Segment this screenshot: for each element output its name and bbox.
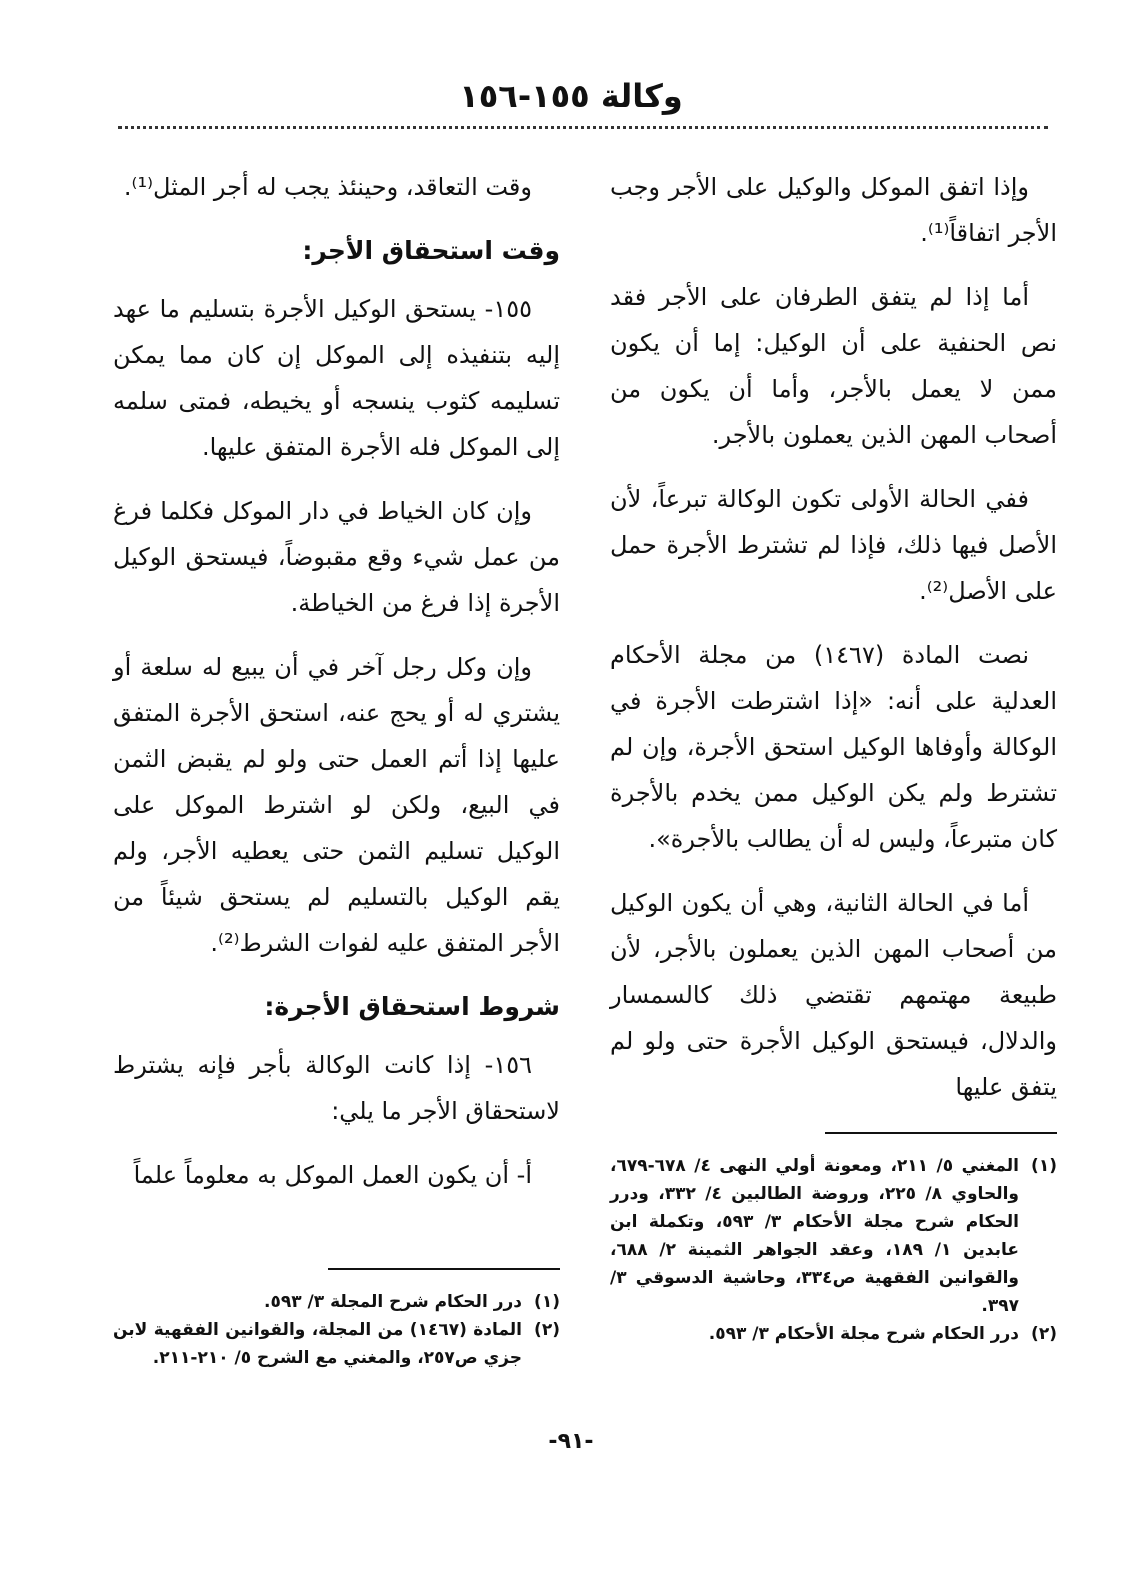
paragraph: أما إذا لم يتفق الطرفان على الأجر فقد نص الحنفية على أن الوكيل: إما أن يكون ممن لا يعمل بالأجر، وأما أن يكون من أصحاب المهن الذين يعملون بالأجر. (610, 283, 1057, 449)
footnote-number: (٢) (534, 1320, 560, 1340)
right-footnotes (610, 1132, 1057, 1348)
header-dotted-divider (118, 126, 1048, 129)
page-header-title: وكالة ١٥٥-١٥٦ (459, 77, 683, 115)
footnote-text: المادة (١٤٦٧) من المجلة، والقوانين الفقهية لابن جزي ص٢٥٧، والمغني مع الشرح ٥/ ٢١٠-٢١١. (113, 1320, 522, 1368)
footnote-divider (825, 1132, 1057, 1134)
right-column (610, 164, 1057, 1128)
paragraph: نصت المادة (١٤٦٧) من مجلة الأحكام العدلية على أنه: «إذا اشترطت الأجرة في الوكالة وأوفاها الوكيل استحق الأجرة، وإن لم تشترط ولم يكن الوكيل ممن يخدم بالأجرة كان متبرعاً، وليس له أن يطالب بالأجرة». (610, 641, 1057, 853)
footnote (610, 1320, 1057, 1348)
footnote (113, 1316, 560, 1372)
paragraph: ١٥٥- يستحق الوكيل الأجرة بتسليم ما عهد إليه بتنفيذه إلى الموكل إن كان مما يمكن تسليمه كثوب ينسجه أو يخيطه، فمتى سلمه إلى الموكل فله الأجرة المتفق عليها. (113, 295, 560, 461)
section-heading: شروط استحقاق الأجرة: (264, 992, 560, 1021)
footnote (610, 1152, 1057, 1320)
section-heading: وقت استحقاق الأجر: (302, 236, 560, 265)
footnote-number: (١) (534, 1292, 560, 1312)
footnote-divider (328, 1268, 560, 1270)
paragraph: أما في الحالة الثانية، وهي أن يكون الوكيل من أصحاب المهن الذين يعملون بالأجر، لأن طبيعة مهتمهم تقتضي ذلك كالسمسار والدلال، فيستحق الوكيل الأجرة حتى ولو لم يتفق عليها (610, 889, 1057, 1101)
footnote-text: درر الحكام شرح مجلة الأحكام ٣/ ٥٩٣. (708, 1324, 1019, 1344)
paragraph: وإن وكل رجل آخر في أن يبيع له سلعة أو يشتري له أو يحج عنه، استحق الأجرة المتفق عليها إذا أتم العمل حتى ولو لم يقبض الثمن في البيع، ولكن لو اشترط الموكل على الوكيل تسليم الثمن حتى يعطيه الأجر، ولم يقم الوكيل بالتسليم لم يستحق شيئاً من الأجر المتفق عليه لفوات الشرط⁽²⁾. (113, 653, 560, 957)
paragraph: وإن كان الخياط في دار الموكل فكلما فرغ من عمل شيء وقع مقبوضاً، فيستحق الوكيل الأجرة إذا فرغ من الخياطة. (113, 497, 560, 617)
paragraph: وإذا اتفق الموكل والوكيل على الأجر وجب الأجر اتفاقاً⁽¹⁾. (610, 173, 1057, 247)
footnote-number: (٢) (1031, 1324, 1057, 1344)
footnote-text: درر الحكام شرح المجلة ٣/ ٥٩٣. (264, 1292, 522, 1312)
footnote-text: المغني ٥/ ٢١١، ومعونة أولي النهى ٤/ ٦٧٨-٦٧٩، والحاوي ٨/ ٢٢٥، وروضة الطالبين ٤/ ٣٣٢، ودرر الحكام شرح مجلة الأحكام ٣/ ٥٩٣، وتكملة ابن عابدين ١/ ١٨٩، وعقد الجواهر الثمينة ٢/ ٦٨٨، والقوانين الفقهية ص٣٣٤، وحاشية الدسوقي ٣/ ٣٩٧. (610, 1156, 1019, 1316)
left-column (113, 164, 560, 1216)
footnote (113, 1288, 560, 1316)
footnote-number: (١) (1031, 1156, 1057, 1176)
paragraph: وقت التعاقد، وحينئذ يجب له أجر المثل⁽¹⁾. (123, 173, 532, 201)
page-number: -٩١- (548, 1429, 594, 1454)
paragraph: أ- أن يكون العمل الموكل به معلوماً علماً (133, 1161, 532, 1189)
paragraph: ففي الحالة الأولى تكون الوكالة تبرعاً، لأن الأصل فيها ذلك، فإذا لم تشترط الأجرة حمل على الأصل⁽²⁾. (610, 485, 1057, 605)
left-footnotes (113, 1268, 560, 1372)
paragraph: ١٥٦- إذا كانت الوكالة بأجر فإنه يشترط لاستحقاق الأجر ما يلي: (113, 1051, 560, 1125)
